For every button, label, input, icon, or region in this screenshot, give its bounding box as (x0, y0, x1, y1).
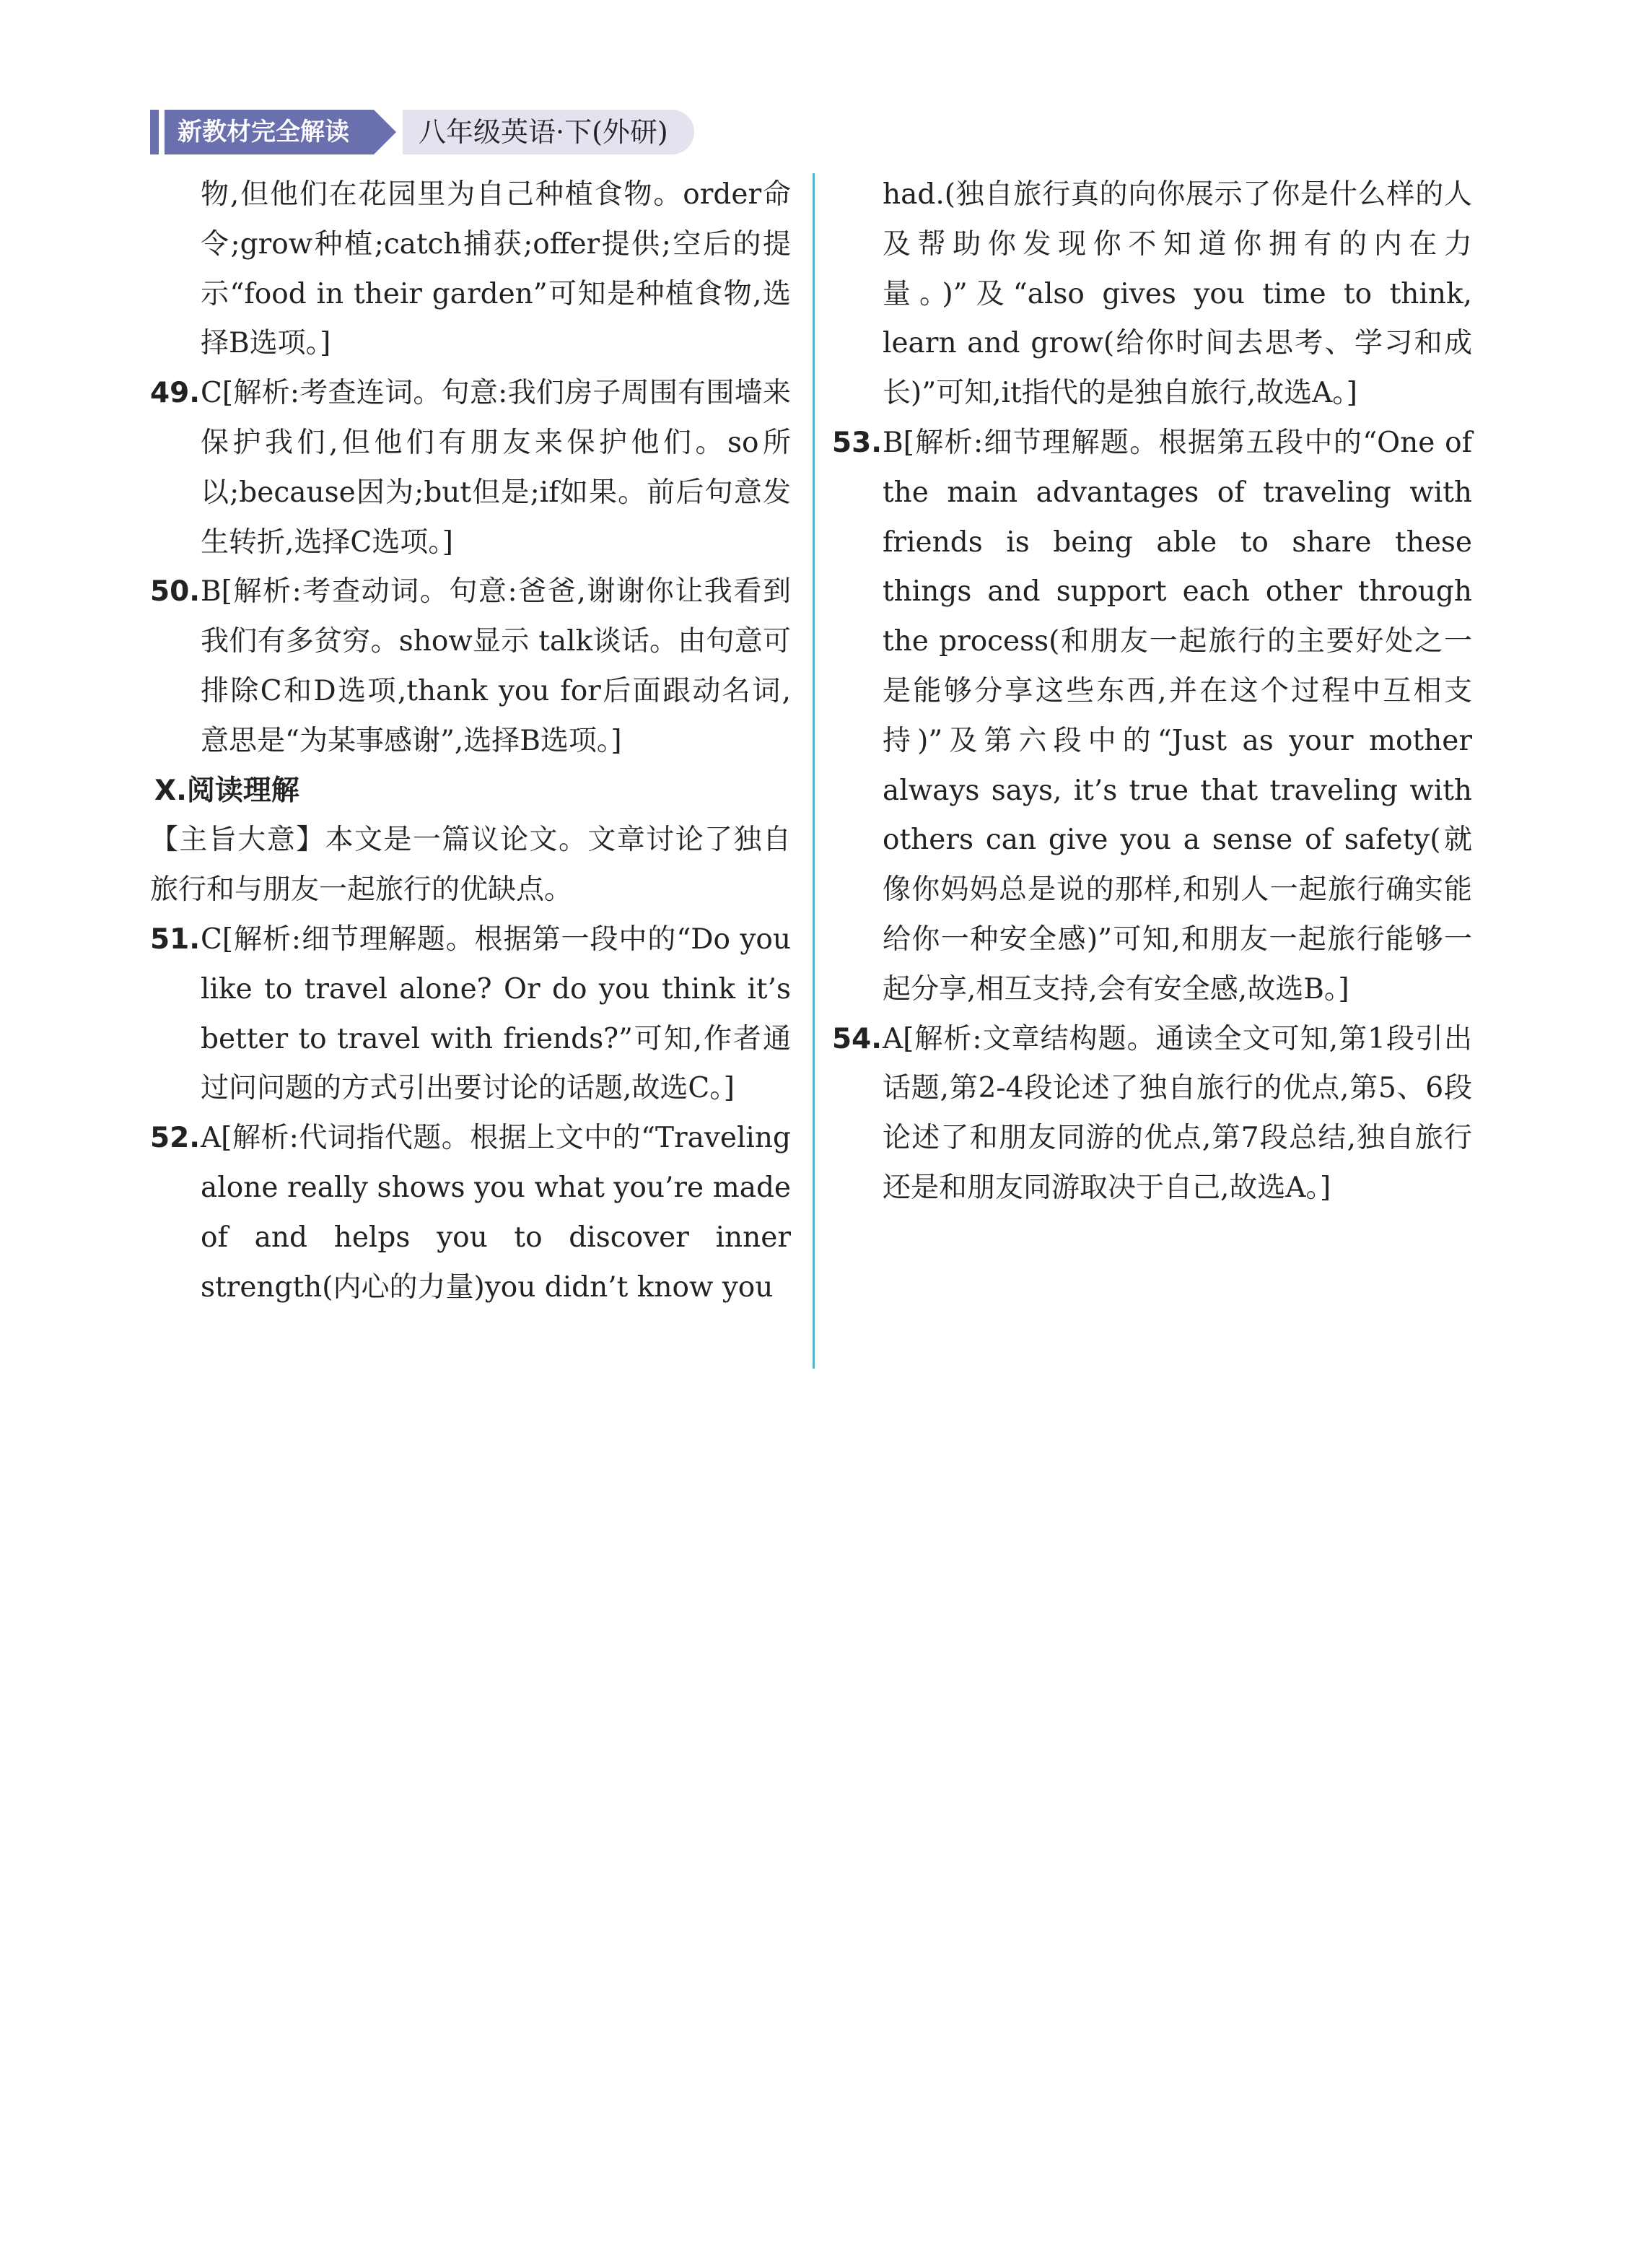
main-idea: 【主旨大意】本文是一篇议论文。文章讨论了独自旅行和与朋友一起旅行的优缺点。 (150, 824, 791, 907)
column-divider (813, 173, 815, 1369)
answer-53 (832, 419, 1472, 1015)
answer-52-continuation: had.(独自旅行真的向你展示了你是什么样的人及帮助你发现你不知道你拥有的内在力量。)”及“also gives you time to think, learn and grow(给你时间去思考、学习和成长)”可知,it指代的是独自旅行,故选A。] (883, 178, 1472, 410)
answer-text: C[解析:细节理解题。根据第一段中的“Do you like to travel alone? Or do you think it’s better to travel with friends?”可知,作者通过问问题的方式引出要讨论的话题,故选C。] (201, 923, 791, 1105)
answer-51 (150, 915, 791, 1114)
answer-52 (150, 1114, 791, 1312)
answer-49 (150, 369, 791, 567)
section-heading: Ⅹ.阅读理解 (154, 774, 299, 807)
answer-text: B[解析:考查动词。句意:爸爸,谢谢你让我看到我们有多贫穷。show显示 talk谈话。由句意可排除C和D选项,thank you for后面跟动名词,意思是“为某事感谢”,选择B选项。] (201, 575, 791, 757)
answer-text: A[解析:代词指代题。根据上文中的“Traveling alone really shows you what you’re made of and helps you to discover inner strength(内心的力量)you didn’t know you (201, 1122, 791, 1304)
answer-text: B[解析:细节理解题。根据第五段中的“One of the main advantages of traveling with friends is being able to share these things and support each other through the process(和朋友一起旅行的主要好处之一是能够分享这些东西,并在这个过程中互相支持)”及第六段中的“Just as your mother always says, it’s true that traveling with others can give you a sense of safety(就像你妈妈总是说的那样,和别人一起旅行确实能给你一种安全感)”可知,和朋友一起旅行能够一起分享,相互支持,会有安全感,故选B。] (883, 426, 1472, 1006)
answer-number: 54. (832, 1022, 883, 1055)
answer-text: C[解析:考查连词。句意:我们房子周围有围墙来保护我们,但他们有朋友来保护他们。so所以;because因为;but但是;if如果。前后句意发生转折,选择C选项。] (201, 377, 791, 559)
answer-number: 49. (150, 377, 201, 410)
series-title: 新教材完全解读 (165, 110, 374, 154)
left-column (150, 170, 791, 1312)
header-accent-bar (150, 110, 159, 154)
answer-number: 50. (150, 575, 201, 609)
answer-number: 51. (150, 923, 201, 956)
answer-48-continuation: 物,但他们在花园里为自己种植食物。order命令;grow种植;catch捕获;offer提供;空后的提示“food in their garden”可知是种植食物,选择B选项。] (201, 178, 791, 360)
answer-50 (150, 567, 791, 766)
answer-number: 53. (832, 426, 883, 459)
book-title: 八年级英语·下(外研) (403, 110, 694, 154)
page-header (150, 110, 694, 154)
right-column (832, 170, 1472, 1213)
answer-number: 52. (150, 1122, 201, 1155)
answer-text: A[解析:文章结构题。通读全文可知,第1段引出话题,第2-4段论述了独自旅行的优点,第5、6段论述了和朋友同游的优点,第7段总结,独自旅行还是和朋友同游取决于自己,故选A。] (883, 1022, 1472, 1204)
answer-54 (832, 1015, 1472, 1213)
